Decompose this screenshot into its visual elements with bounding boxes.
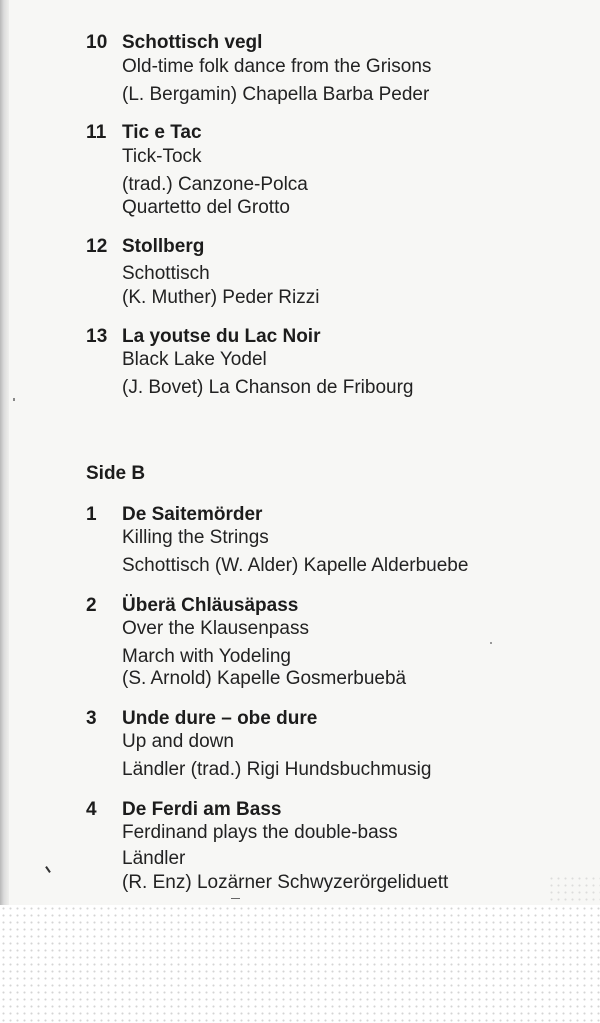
track-title: Unde dure – obe dure [122, 708, 318, 729]
scan-speck [45, 866, 51, 873]
track-number: 4 [86, 799, 97, 820]
track-number: 12 [86, 236, 108, 257]
track-detail: (K. Muther) Peder Rizzi [122, 287, 320, 308]
side-b-heading: Side B [86, 463, 146, 484]
track-title: La youtse du Lac Noir [122, 326, 321, 347]
track-title: Überä Chläusäpass [122, 595, 299, 616]
track-number: 1 [86, 504, 97, 525]
track-title: De Ferdi am Bass [122, 799, 282, 820]
track-detail: (L. Bergamin) Chapella Barba Peder [122, 84, 430, 105]
halftone-background [0, 905, 600, 1023]
track-number: 3 [86, 708, 97, 729]
track-detail: (R. Enz) Lozärner Schwyzerörgeliduett [122, 872, 449, 893]
track-title: De Saitemörder [122, 504, 263, 525]
track-detail: Schottisch (W. Alder) Kapelle Alderbuebe [122, 555, 469, 576]
track-title: Schottisch vegl [122, 32, 263, 53]
track-detail: Ländler [122, 848, 186, 869]
track-title: Tic e Tac [122, 122, 202, 143]
track-detail: Tick-Tock [122, 146, 202, 167]
track-number: 2 [86, 595, 97, 616]
track-detail: Black Lake Yodel [122, 349, 267, 370]
track-detail: Schottisch [122, 263, 210, 284]
track-number: 10 [86, 32, 108, 53]
track-detail: (trad.) Canzone-Polca [122, 174, 308, 195]
scan-speck [231, 898, 240, 899]
track-detail: Ländler (trad.) Rigi Hundsbuchmusig [122, 759, 432, 780]
track-title: Stollberg [122, 236, 205, 257]
halftone-pattern [548, 875, 600, 905]
scan-speck [13, 398, 15, 401]
track-detail: Old-time folk dance from the Grisons [122, 56, 432, 77]
track-number: 11 [86, 122, 107, 143]
track-detail: Quartetto del Grotto [122, 197, 290, 218]
page-left-edge [0, 0, 9, 905]
scan-speck [490, 642, 492, 644]
track-detail: (S. Arnold) Kapelle Gosmerbuebä [122, 668, 407, 689]
track-number: 13 [86, 326, 108, 347]
track-detail: March with Yodeling [122, 646, 291, 667]
track-detail: Up and down [122, 731, 234, 752]
track-detail: Ferdinand plays the double-bass [122, 822, 398, 843]
track-detail: Over the Klausenpass [122, 618, 309, 639]
track-detail: (J. Bovet) La Chanson de Fribourg [122, 377, 414, 398]
track-detail: Killing the Strings [122, 527, 269, 548]
